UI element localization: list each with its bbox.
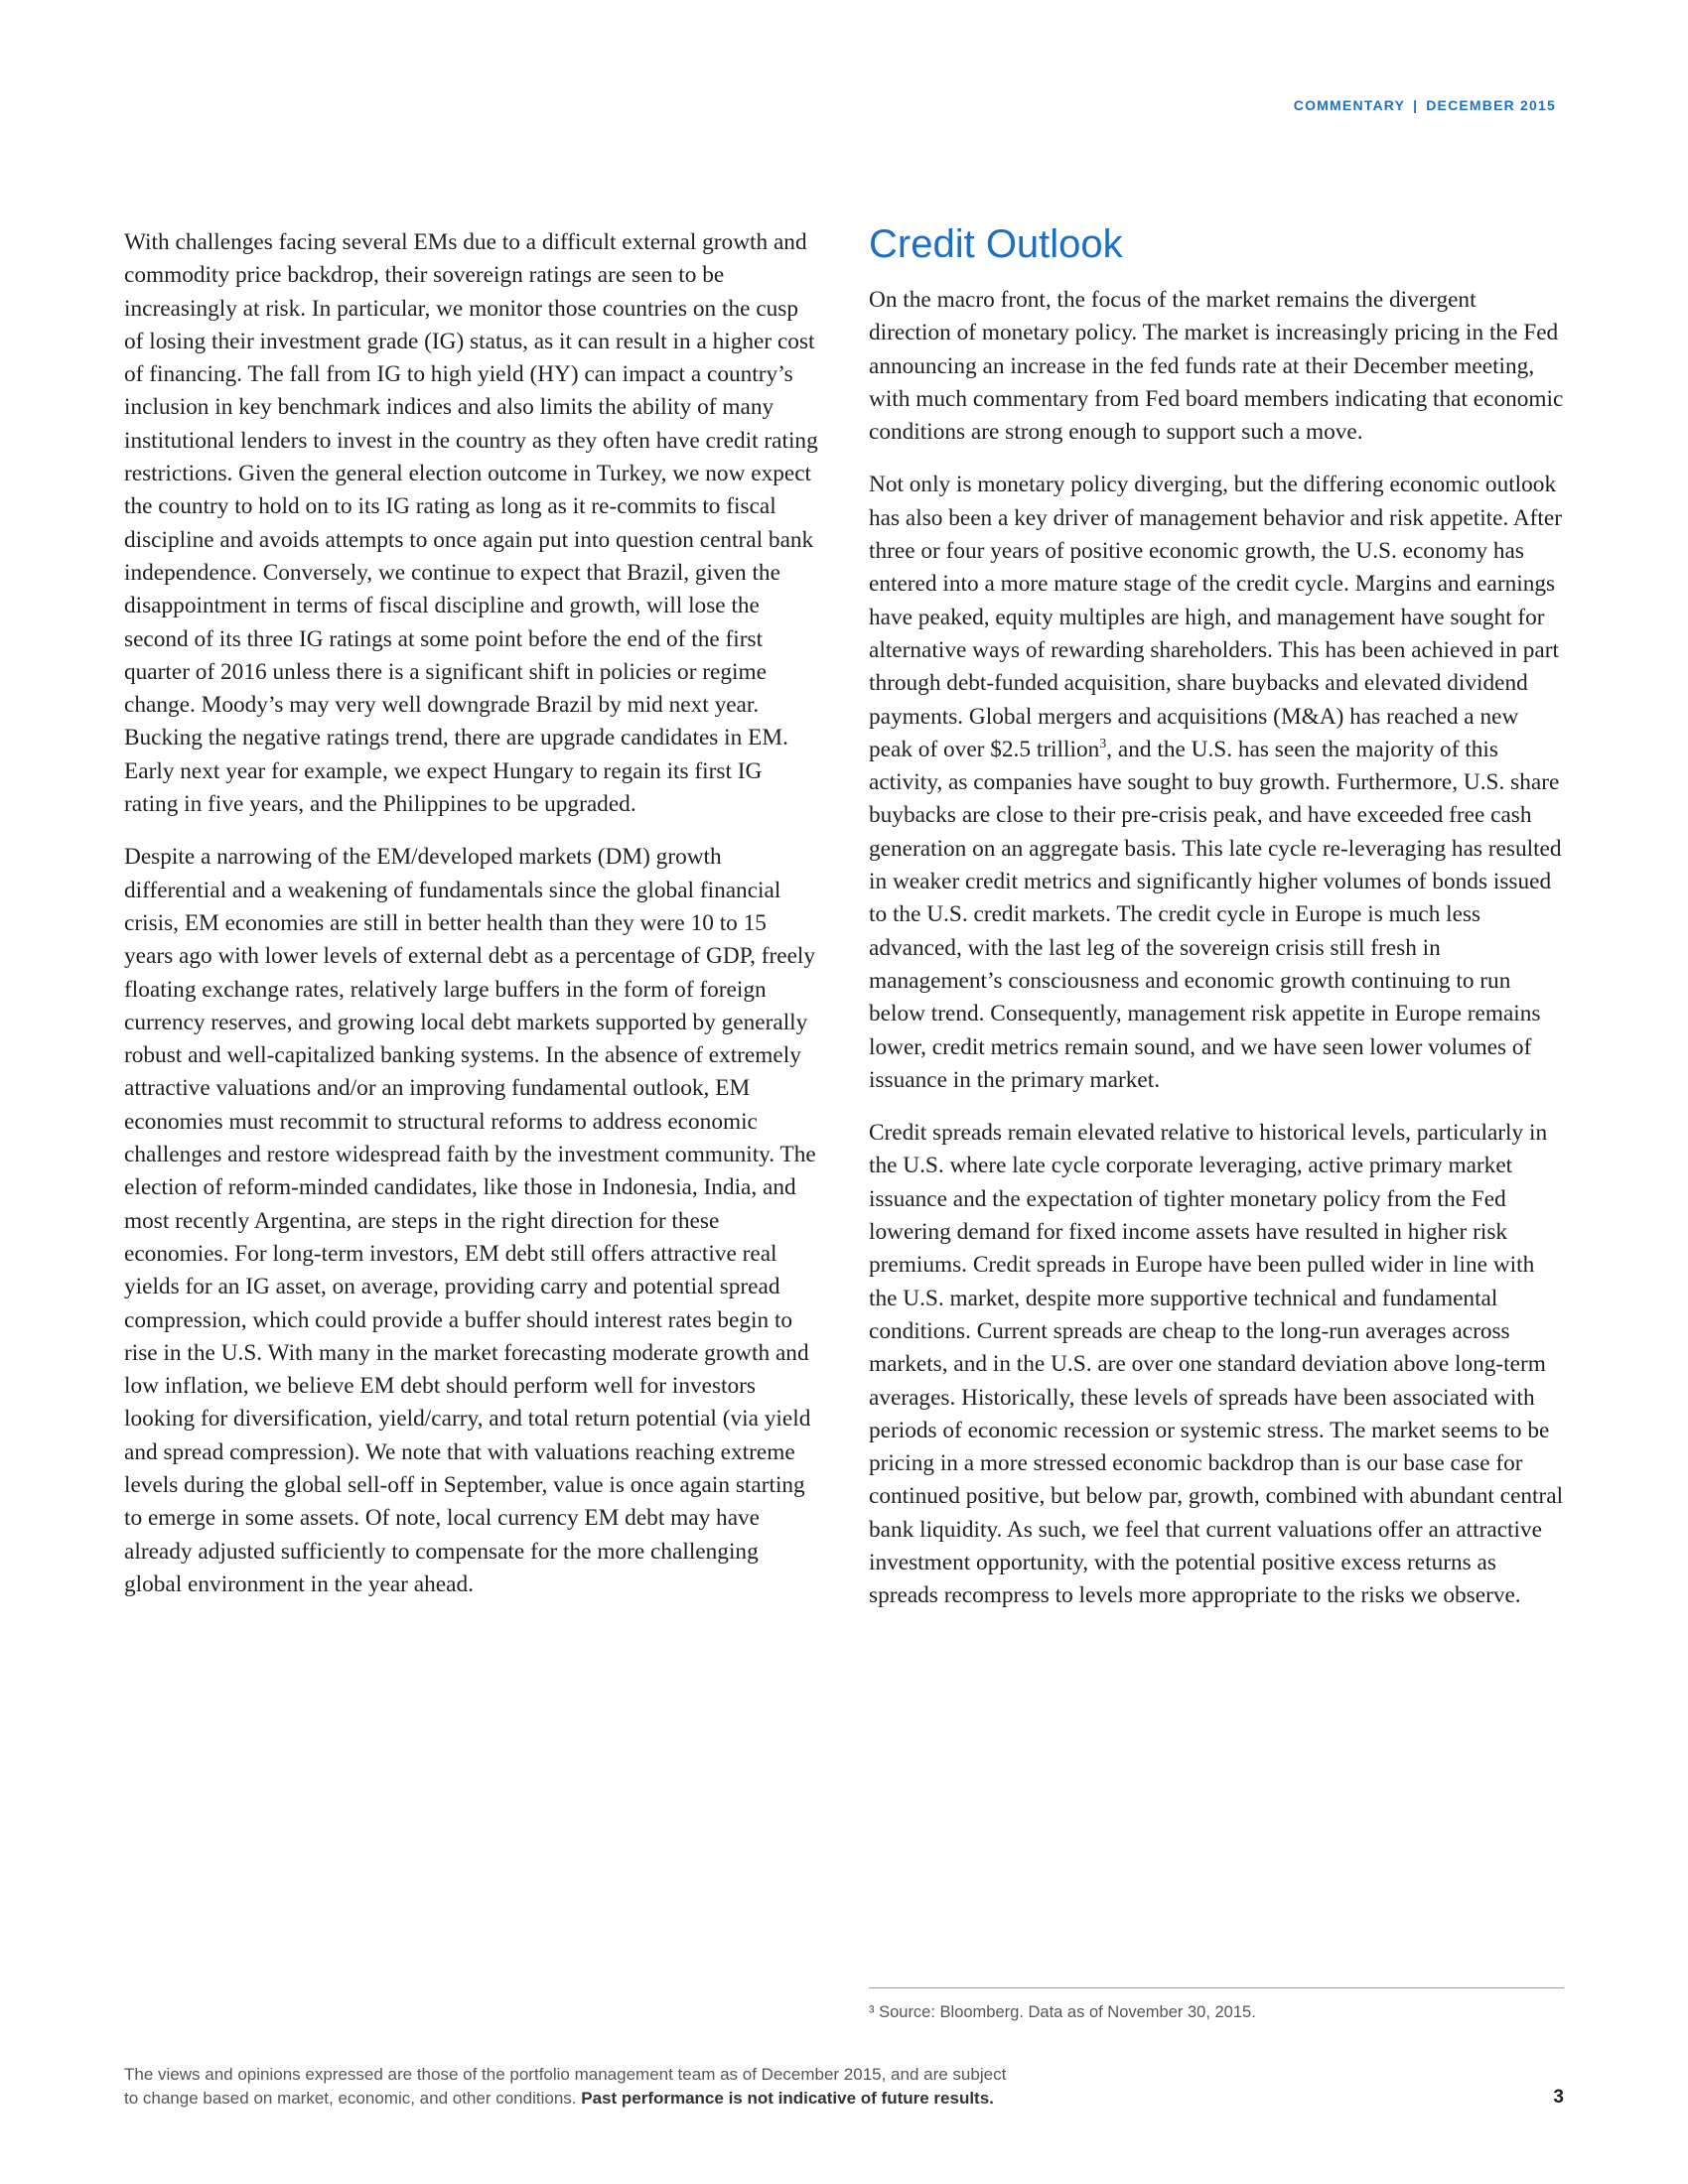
footnote — [869, 2003, 1256, 2022]
disclaimer-line-2: to change based on market, economic, and other conditions. — [124, 2089, 582, 2108]
left-column — [124, 226, 819, 1621]
paragraph-text: , and the U.S. has seen the majority of this activity, as companies have sought to buy growth. Furthermore, U.S. share buybacks are close to their pre-crisis peak, and have exceeded free cash generation on an aggregate basis. This late cycle re-leveraging has resulted in weaker credit metrics and significantly higher volumes of bonds issued to the U.S. credit markets. The credit cycle in Europe is much less advanced, with the last leg of the sovereign crisis still fresh in management’s consciousness and economic growth continuing to run below trend. Consequently, management risk appetite in Europe remains lower, credit metrics remain sound, and we have seen lower volumes of issuance in the primary market. — [869, 736, 1562, 1093]
header-date: DECEMBER 2015 — [1426, 97, 1556, 113]
section-title: Credit Outlook — [869, 222, 1123, 266]
header-label: COMMENTARY — [1293, 97, 1406, 113]
footnote-divider — [869, 1987, 1564, 1988]
page-number: 3 — [1553, 2087, 1564, 2108]
paragraph: On the macro front, the focus of the market remains the divergent direction of monetary policy. The market is increasingly pricing in the Fed announcing an increase in the fed funds rate at their December meeting, with much commentary from Fed board members indicating that economic conditions are strong enough to support such a move. — [869, 287, 1564, 446]
page-header — [1294, 97, 1556, 113]
header-separator: | — [1413, 97, 1419, 113]
footnote-text: Source: Bloomberg. Data as of November 30, 2015. — [874, 2003, 1256, 2021]
disclaimer — [124, 2063, 1316, 2111]
paragraph: Credit spreads remain elevated relative to historical levels, particularly in the U.S. where late cycle corporate leveraging, active primary market issuance and the expectation of tighter monetary policy from the Fed lowering demand for fixed income assets have resulted in higher risk premiums. Credit spreads in Europe have been pulled wider in line with the U.S. market, despite more supportive technical and fundamental conditions. Current spreads are cheap to the long-run averages across markets, and in the U.S. are over one standard deviation above long-term averages. Historically, these levels of spreads have been associated with periods of economic recession or systemic stress. The market seems to be pricing in a more stressed economic backdrop than is our base case for continued positive, but below par, growth, combined with abundant central bank liquidity. As such, we feel that current valuations offer an attractive investment opportunity, with the potential positive excess returns as spreads recompress to levels more appropriate to the risks we observe. — [869, 1120, 1564, 1609]
paragraph: Despite a narrowing of the EM/developed markets (DM) growth differential and a weakening of fundamentals since the global financial crisis, EM economies are still in better health than they were 10 to 15 years ago with lower levels of external debt as a percentage of GDP, freely floating exchange rates, relatively large buffers in the form of foreign currency reserves, and growing local debt markets supported by generally robust and well-capitalized banking systems. In the absence of extremely attractive valuations and/or an improving fundamental outlook, EM economies must recommit to structural reforms to address economic challenges and restore widespread faith by the investment community. The election of reform-minded candidates, like those in Indonesia, India, and most recently Argentina, are steps in the right direction for these economies. For long-term investors, EM debt still offers attractive real yields for an IG asset, on average, providing carry and potential spread compression, which could provide a buffer should interest rates begin to rise in the U.S. With many in the market forecasting moderate growth and low inflation, we believe EM debt should perform well for investors looking for diversification, yield/carry, and total return potential (via yield and spread compression). We note that with valuations reaching extreme levels during the global sell-off in September, value is once again starting to emerge in some assets. Of note, local currency EM debt may have already adjusted sufficiently to compensate for the more challenging global environment in the year ahead. — [124, 844, 816, 1597]
paragraph — [869, 469, 1564, 1097]
paragraph: With challenges facing several EMs due to a difficult external growth and commodity price backdrop, their sovereign ratings are seen to be increasingly at risk. In particular, we monitor those countries on the cusp of losing their investment grade (IG) status, as it can result in a higher cost of financing. The fall from IG to high yield (HY) can impact a country’s inclusion in key benchmark indices and also limits the ability of many institutional lenders to invest in the country as they often have credit rating restrictions. Given the general election outcome in Turkey, we now expect the country to hold on to its IG rating as long as it re-commits to fiscal discipline and avoids attempts to once again put into question central bank independence. Conversely, we continue to expect that Brazil, given the disappointment in terms of fiscal discipline and growth, will lose the second of its three IG ratings at some point before the end of the first quarter of 2016 unless there is a significant shift in policies or regime change. Moody’s may very well downgrade Brazil by mid next year. Bucking the negative ratings trend, there are upgrade candidates in EM. Early next year for example, we expect Hungary to regain its first IG rating in five years, and the Philippines to be upgraded. — [124, 229, 818, 818]
right-column — [869, 220, 1564, 1633]
disclaimer-line-1: The views and opinions expressed are those of the portfolio management team as of December 2015, and are subject — [124, 2065, 1007, 2084]
footnote-marker: ³ — [869, 2003, 875, 2021]
paragraph-text: Not only is monetary policy diverging, but the differing economic outlook has also been a key driver of management behavior and risk appetite. After three or four years of positive economic growth, the U.S. economy has entered into a more mature stage of the credit cycle. Margins and earnings have peaked, equity multiples are high, and management have sought for alternative ways of rewarding shareholders. This has been achieved in part through debt-funded acquisition, share buybacks and elevated dividend payments. Global mergers and acquisitions (M&A) has reached a new peak of over $2.5 trillion — [869, 472, 1562, 762]
footnote-reference: 3 — [1099, 737, 1107, 752]
disclaimer-bold: Past performance is not indicative of future results. — [581, 2089, 994, 2108]
